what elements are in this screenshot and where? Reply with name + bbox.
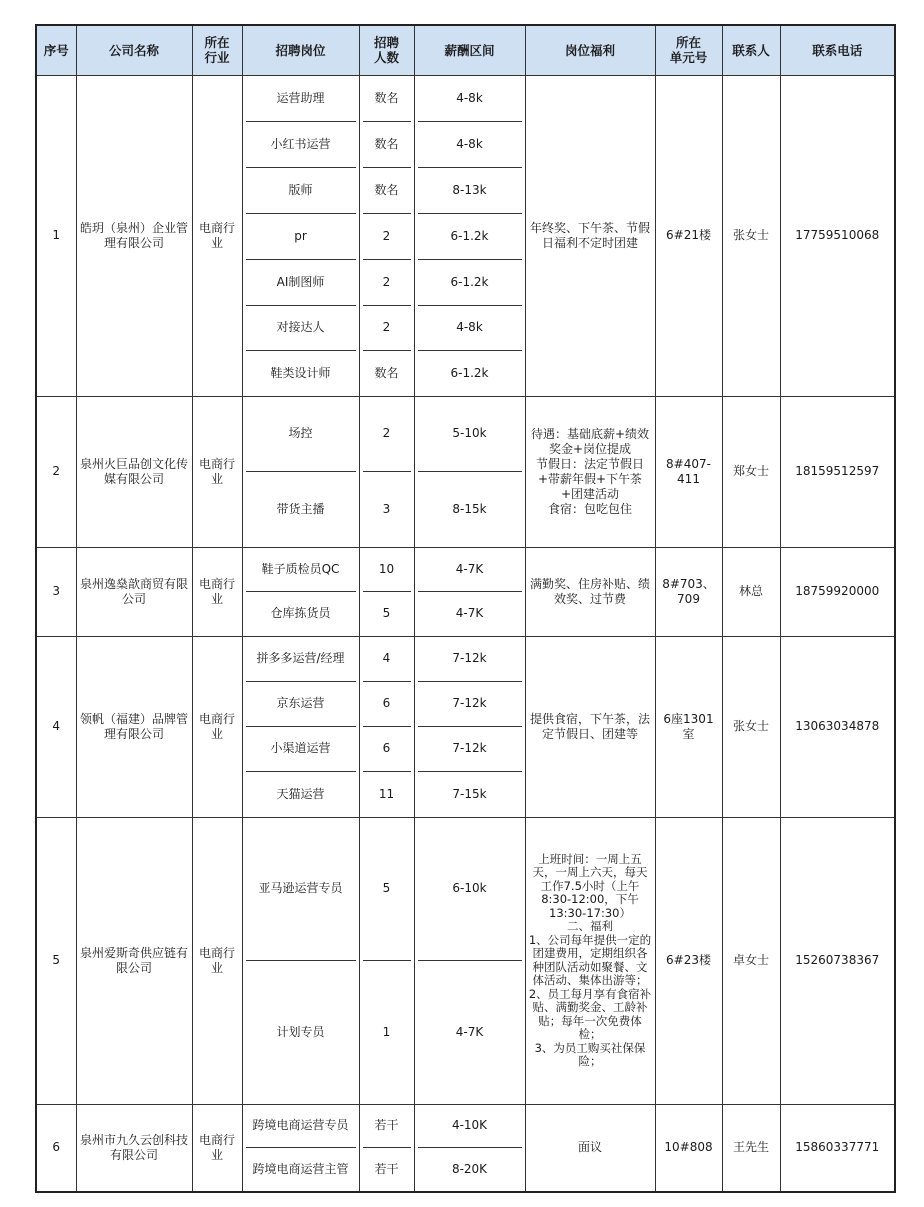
position-title: 计划专员 <box>276 1024 325 1039</box>
position-title: 带货主播 <box>276 501 325 516</box>
position-salary: 4-8k <box>418 76 522 122</box>
position-salary: 4-8k <box>418 306 522 351</box>
table-row <box>36 396 895 547</box>
table-row <box>36 75 895 396</box>
salary-list <box>414 636 525 817</box>
position-title: 对接达人 <box>246 306 356 351</box>
position-title: 拼多多运营/经理 <box>246 637 356 682</box>
unit-number: 8#407-411 <box>655 396 722 547</box>
benefits: 年终奖、下午茶、节假日福利不定时团建 <box>525 75 655 396</box>
recruitment-table <box>35 24 896 1193</box>
row-no: 6 <box>36 1104 76 1192</box>
position-count: 2 <box>363 397 411 472</box>
position-salary: 7-12k <box>418 727 522 772</box>
position-list <box>242 396 359 547</box>
count-list <box>359 817 414 1104</box>
position-salary: 6-1.2k <box>450 365 489 380</box>
position-count: 若干 <box>374 1161 399 1176</box>
contact-person: 王先生 <box>722 1104 780 1192</box>
contact-phone: 13063034878 <box>780 636 895 817</box>
position-count: 5 <box>363 818 411 961</box>
benefits: 提供食宿，下午茶，法定节假日、团建等 <box>525 636 655 817</box>
count-list <box>359 1104 414 1192</box>
position-count: 2 <box>363 214 411 260</box>
recruitment-sheet <box>35 24 894 1184</box>
contact-phone: 15260738367 <box>780 817 895 1104</box>
position-salary: 6-1.2k <box>418 260 522 306</box>
position-list <box>242 75 359 396</box>
benefits: 待遇：基础底薪+绩效奖金+岗位提成 节假日：法定节假日+带薪年假+下午茶+团建活动 食宿：包吃包住 <box>525 396 655 547</box>
position-salary: 7-12k <box>418 637 522 682</box>
position-salary: 4-10K <box>418 1105 522 1148</box>
position-title: 仓库拣货员 <box>270 606 331 620</box>
position-list <box>242 547 359 636</box>
header-position: 招聘岗位 <box>242 25 359 75</box>
position-title: 版师 <box>246 168 356 214</box>
table-row <box>36 636 895 817</box>
position-salary: 4-7K <box>418 548 522 592</box>
salary-list <box>414 817 525 1104</box>
row-no: 5 <box>36 817 76 1104</box>
contact-person: 林总 <box>722 547 780 636</box>
position-title: 小红书运营 <box>246 122 356 168</box>
contact-phone: 15860337771 <box>780 1104 895 1192</box>
position-count: 若干 <box>363 1105 411 1148</box>
position-count: 数名 <box>363 168 411 214</box>
position-title: 京东运营 <box>246 682 356 727</box>
unit-number: 6#23楼 <box>655 817 722 1104</box>
contact-person: 张女士 <box>722 75 780 396</box>
position-count: 数名 <box>363 122 411 168</box>
position-salary: 4-8k <box>418 122 522 168</box>
salary-list <box>414 396 525 547</box>
company-name: 泉州爱斯奇供应链有限公司 <box>76 817 192 1104</box>
count-list <box>359 547 414 636</box>
position-title: 运营助理 <box>246 76 356 122</box>
header-unit: 所在 单元号 <box>655 25 722 75</box>
benefits-cell <box>525 817 655 1104</box>
industry: 电商行业 <box>192 396 242 547</box>
position-count: 2 <box>363 260 411 306</box>
header-no: 序号 <box>36 25 76 75</box>
row-no: 2 <box>36 396 76 547</box>
contact-person: 郑女士 <box>722 396 780 547</box>
position-count: 6 <box>363 682 411 727</box>
position-title: AI制图师 <box>246 260 356 306</box>
position-count: 2 <box>363 306 411 351</box>
position-salary: 8-13k <box>418 168 522 214</box>
company-name: 皓玥（泉州）企业管理有限公司 <box>76 75 192 396</box>
benefits: 上班时间：一周上五天，一周上六天，每天工作7.5小时（上午8:30-12:00，下午13:30-17:30） 二、福利 1、公司每年提供一定的团建费用，定期组织各种团队活动如聚餐、文体活动、集体出游等； 2、员工每月享有食宿补贴、满勤奖金、工龄补贴；每年一次免费体检； 3、为员工购买社保保险； <box>528 851 652 1068</box>
unit-number: 6座1301室 <box>655 636 722 817</box>
contact-phone: 17759510068 <box>780 75 895 396</box>
header-benefits: 岗位福利 <box>525 25 655 75</box>
salary-list <box>414 1104 525 1192</box>
position-list <box>242 817 359 1104</box>
row-no: 4 <box>36 636 76 817</box>
position-count: 6 <box>363 727 411 772</box>
position-salary: 5-10k <box>418 397 522 472</box>
company-name: 领帆（福建）品牌管理有限公司 <box>76 636 192 817</box>
position-title: 天猫运营 <box>276 786 325 801</box>
table-row <box>36 547 895 636</box>
table-row <box>36 1104 895 1192</box>
contact-phone: 18159512597 <box>780 396 895 547</box>
position-title: 鞋子质检员QC <box>246 548 356 592</box>
industry: 电商行业 <box>192 547 242 636</box>
position-salary: 6-1.2k <box>418 214 522 260</box>
company-name: 泉州逸燊歆商贸有限公司 <box>76 547 192 636</box>
position-title: 亚马逊运营专员 <box>246 818 356 961</box>
position-salary: 8-15k <box>452 501 487 516</box>
position-list <box>242 1104 359 1192</box>
benefits: 满勤奖、住房补贴、绩效奖、过节费 <box>525 547 655 636</box>
position-salary: 7-12k <box>418 682 522 727</box>
industry: 电商行业 <box>192 817 242 1104</box>
position-title: 鞋类设计师 <box>270 365 331 380</box>
benefits: 面议 <box>525 1104 655 1192</box>
header-company: 公司名称 <box>76 25 192 75</box>
company-name: 泉州火巨品创文化传媒有限公司 <box>76 396 192 547</box>
position-title: 跨境电商运营主管 <box>252 1161 349 1176</box>
contact-person: 卓女士 <box>722 817 780 1104</box>
header-salary: 薪酬区间 <box>414 25 525 75</box>
unit-number: 6#21楼 <box>655 75 722 396</box>
position-salary: 4-7K <box>455 1024 484 1039</box>
position-salary: 7-15k <box>452 786 487 801</box>
position-count: 11 <box>378 786 395 801</box>
unit-number: 10#808 <box>655 1104 722 1192</box>
header-phone: 联系电话 <box>780 25 895 75</box>
position-count: 4 <box>363 637 411 682</box>
count-list <box>359 636 414 817</box>
header-industry: 所在 行业 <box>192 25 242 75</box>
count-list <box>359 396 414 547</box>
row-no: 3 <box>36 547 76 636</box>
position-title: 跨境电商运营专员 <box>246 1105 356 1148</box>
position-salary: 8-20K <box>451 1161 488 1176</box>
position-count: 数名 <box>374 365 399 380</box>
position-salary: 4-7K <box>455 606 484 620</box>
position-title: 场控 <box>246 397 356 472</box>
contact-phone: 18759920000 <box>780 547 895 636</box>
count-list <box>359 75 414 396</box>
header-count: 招聘 人数 <box>359 25 414 75</box>
header-row <box>36 25 895 75</box>
position-salary: 6-10k <box>418 818 522 961</box>
position-count: 3 <box>382 501 391 516</box>
position-list <box>242 636 359 817</box>
industry: 电商行业 <box>192 75 242 396</box>
position-count: 5 <box>382 606 391 620</box>
unit-number: 8#703、709 <box>655 547 722 636</box>
position-count: 数名 <box>363 76 411 122</box>
position-count: 10 <box>363 548 411 592</box>
industry: 电商行业 <box>192 1104 242 1192</box>
salary-list <box>414 547 525 636</box>
position-title: 小渠道运营 <box>246 727 356 772</box>
row-no: 1 <box>36 75 76 396</box>
table-row <box>36 817 895 1104</box>
industry: 电商行业 <box>192 636 242 817</box>
position-count: 1 <box>382 1024 391 1039</box>
header-contact: 联系人 <box>722 25 780 75</box>
salary-list <box>414 75 525 396</box>
company-name: 泉州市九久云创科技有限公司 <box>76 1104 192 1192</box>
contact-person: 张女士 <box>722 636 780 817</box>
position-title: pr <box>246 214 356 260</box>
